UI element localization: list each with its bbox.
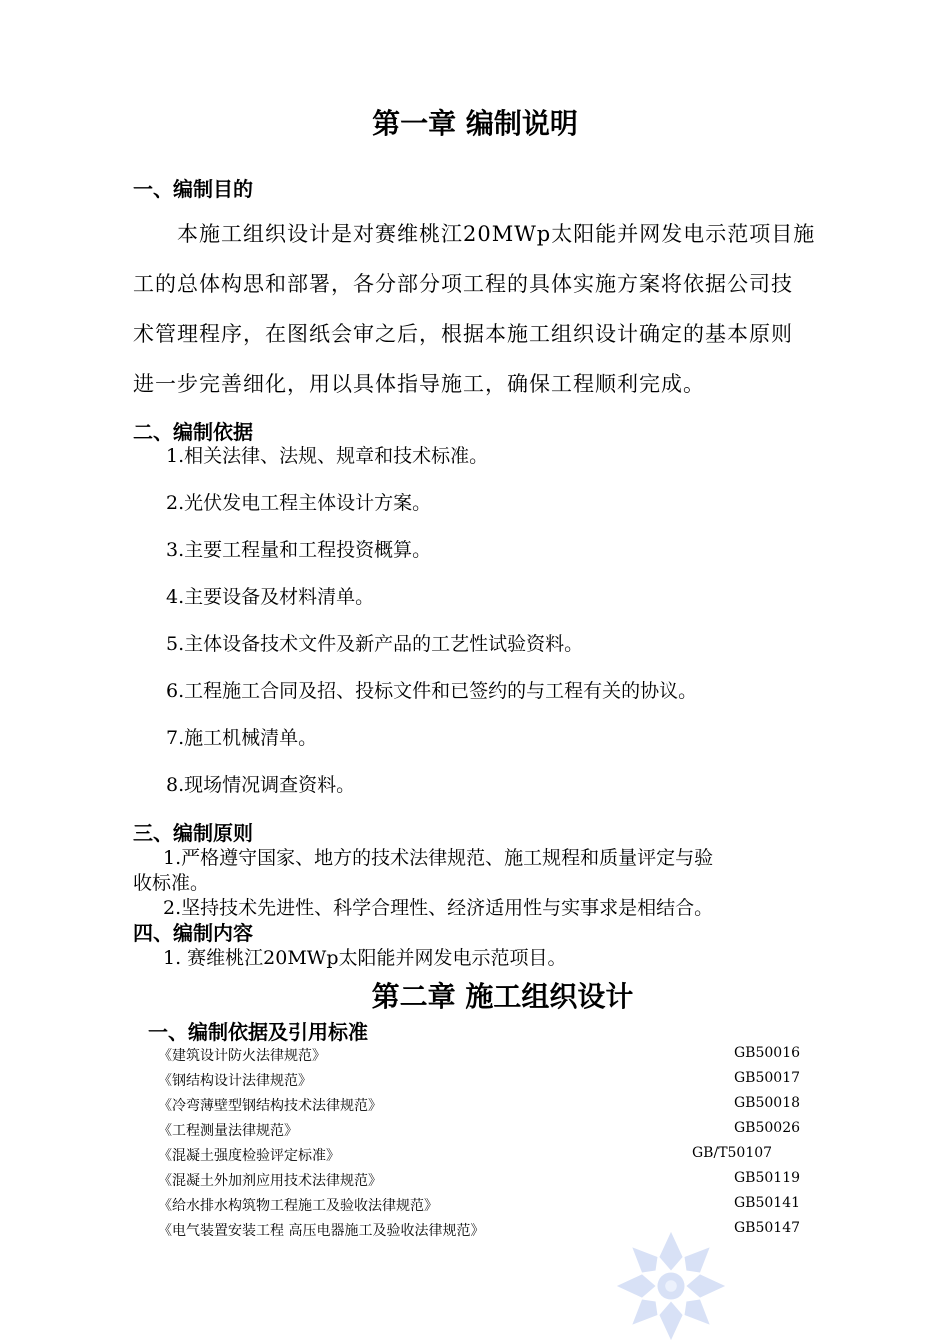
list-item: 1.相关法律、法规、规章和技术标准。 <box>166 445 489 467</box>
chapter-2-title: 第二章 施工组织设计 <box>371 980 634 1013</box>
principle-line: 1.严格遵守国家、地方的技术法律规范、施工规程和质量评定与验 <box>163 847 714 869</box>
standard-code: GB50018 <box>734 1095 801 1111</box>
standard-name: 《给水排水构筑物工程施工及验收法律规范》 <box>158 1198 438 1214</box>
standard-name: 《混凝土强度检验评定标准》 <box>158 1148 340 1164</box>
standard-name: 《工程测量法律规范》 <box>158 1123 298 1139</box>
chapter-1-title: 第一章 编制说明 <box>372 107 578 140</box>
section-heading-standards: 一、编制依据及引用标准 <box>148 1020 368 1044</box>
standard-name: 《混凝土外加剂应用技术法律规范》 <box>158 1173 382 1189</box>
list-item: 6.工程施工合同及招、投标文件和已签约的与工程有关的协议。 <box>166 680 698 702</box>
standard-name: 《建筑设计防火法律规范》 <box>158 1048 326 1064</box>
paragraph-line: 工的总体构思和部署，各分部分项工程的具体实施方案将依据公司技 <box>133 272 793 296</box>
section-heading-purpose: 一、编制目的 <box>133 177 253 201</box>
section-heading-basis: 二、编制依据 <box>133 420 253 444</box>
standard-name: 《钢结构设计法律规范》 <box>158 1073 312 1089</box>
list-item: 2.光伏发电工程主体设计方案。 <box>166 492 432 514</box>
snowflake-watermark-icon <box>612 1228 730 1344</box>
list-item: 8.现场情况调查资料。 <box>166 774 356 796</box>
section-heading-principles: 三、编制原则 <box>133 821 253 845</box>
standard-code: GB50026 <box>734 1120 801 1136</box>
standard-code: GB50141 <box>734 1195 801 1211</box>
paragraph-line: 进一步完善细化，用以具体指导施工，确保工程顺利完成。 <box>133 372 705 396</box>
list-item: 7.施工机械清单。 <box>166 727 318 749</box>
standard-code: GB50016 <box>734 1045 801 1061</box>
section-heading-content: 四、编制内容 <box>133 921 253 945</box>
standard-code: GB/T50107 <box>692 1145 773 1161</box>
standard-code: GB50017 <box>734 1070 801 1086</box>
standard-name: 《电气装置安装工程 高压电器施工及验收法律规范》 <box>158 1223 485 1239</box>
standard-name: 《冷弯薄壁型钢结构技术法律规范》 <box>158 1098 382 1114</box>
paragraph-line: 术管理程序，在图纸会审之后，根据本施工组织设计确定的基本原则 <box>133 322 793 346</box>
principle-line: 收标准。 <box>133 872 210 894</box>
paragraph-line: 本施工组织设计是对赛维桃江20MWp太阳能并网发电示范项目施 <box>177 222 816 246</box>
list-item: 3.主要工程量和工程投资概算。 <box>166 539 432 561</box>
standard-code: GB50119 <box>734 1170 801 1186</box>
list-item: 4.主要设备及材料清单。 <box>166 586 375 608</box>
list-item: 5.主体设备技术文件及新产品的工艺性试验资料。 <box>166 633 584 655</box>
content-line: 1. 赛维桃江20MWp太阳能并网发电示范项目。 <box>163 947 567 969</box>
principle-line: 2.坚持技术先进性、科学合理性、经济适用性与实事求是相结合。 <box>163 897 714 919</box>
standard-code: GB50147 <box>734 1220 801 1236</box>
